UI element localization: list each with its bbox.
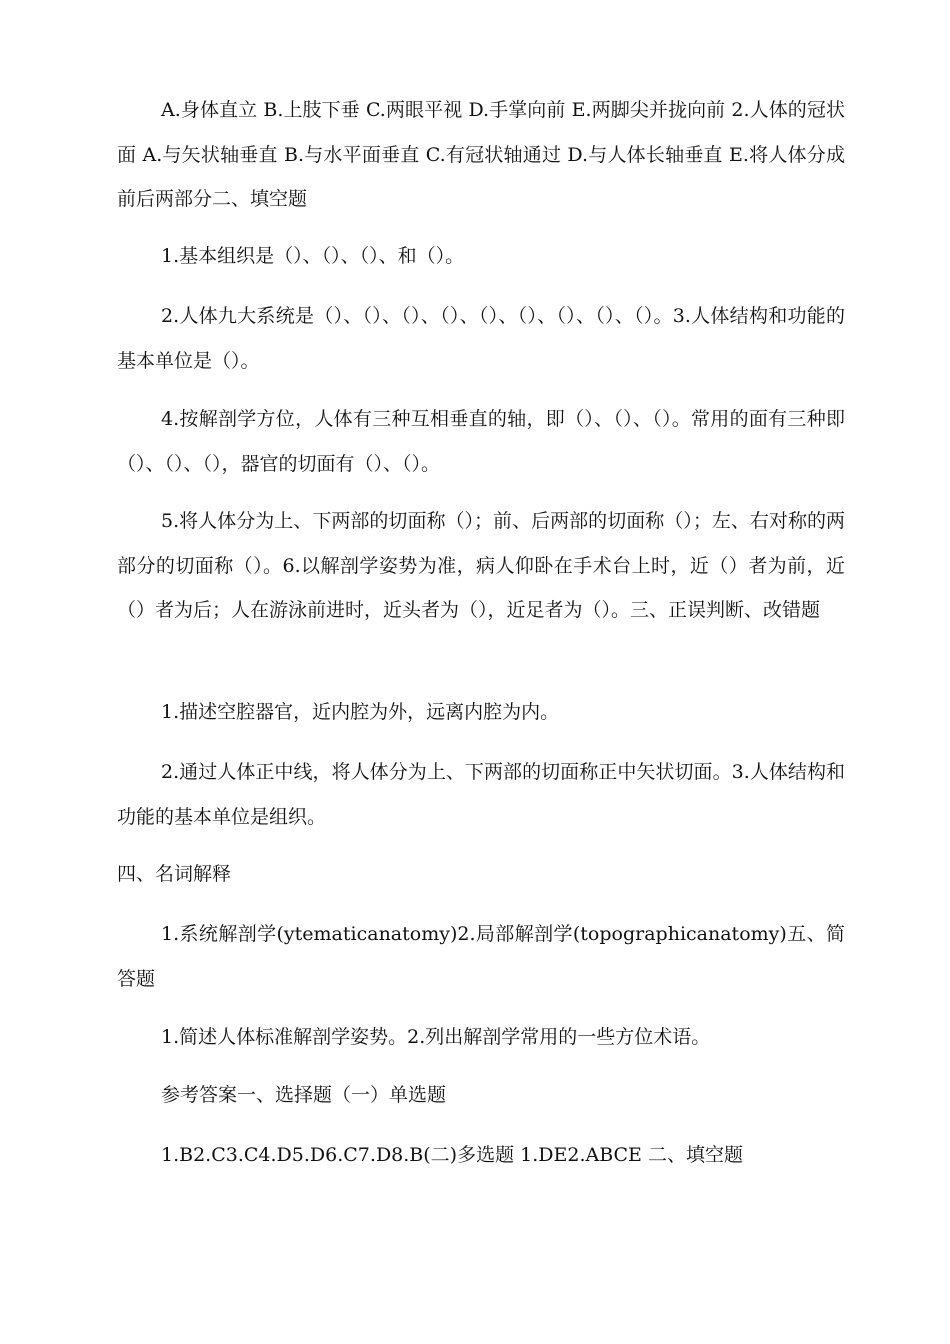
paragraph-fill-2-3: 2.人体九大系统是（）、（）、（）、（）、（）、（）、（）、（）、（）。3.人体结构和功能的基本单位是（）。	[117, 305, 845, 372]
section-heading-terms: 四、名词解释	[117, 863, 232, 885]
paragraph-answer-heading: 参考答案一、选择题（一）单选题	[161, 1084, 447, 1106]
paragraph-answers: 1.B2.C3.C4.D5.D6.C7.D8.B(二)多选题 1.DE2.ABCE 二、填空题	[161, 1144, 743, 1166]
paragraph-fill-1: 1.基本组织是（）、（）、（）、和（）。	[161, 245, 465, 267]
paragraph-judge-2-3: 2.通过人体正中线，将人体分为上、下两部的切面称正中矢状切面。3.人体结构和功能的基本单位是组织。	[117, 761, 845, 828]
paragraph-short-answer: 1.简述人体标准解剖学姿势。2.列出解剖学常用的一些方位术语。	[161, 1026, 711, 1048]
paragraph-fill-4: 4.按解剖学方位，人体有三种互相垂直的轴，即（）、（）、（）。常用的面有三种即（）、（）、（），器官的切面有（）、（）。	[117, 408, 845, 475]
paragraph-terms: 1.系统解剖学(ytematicanatomy)2.局部解剖学(topographicanatomy)五、简答题	[117, 923, 845, 990]
paragraph-choice-options: A.身体直立 B.上肢下垂 C.两眼平视 D.手掌向前 E.两脚尖并拢向前 2.人体的冠状面 A.与矢状轴垂直 B.与水平面垂直 C.有冠状轴通过 D.与人体长轴垂直 E.将人体分成前后两部分二、填空题	[117, 99, 845, 210]
paragraph-judge-1: 1.描述空腔器官，近内腔为外，远离内腔为内。	[161, 701, 560, 723]
paragraph-fill-5-6: 5.将人体分为上、下两部的切面称（）；前、后两部的切面称（）；左、右对称的两部分的切面称（）。6.以解剖学姿势为准，病人仰卧在手术台上时，近（）者为前，近（）者为后；人在游泳前进时，近头者为（），近足者为（）。三、正误判断、改错题	[117, 510, 845, 621]
